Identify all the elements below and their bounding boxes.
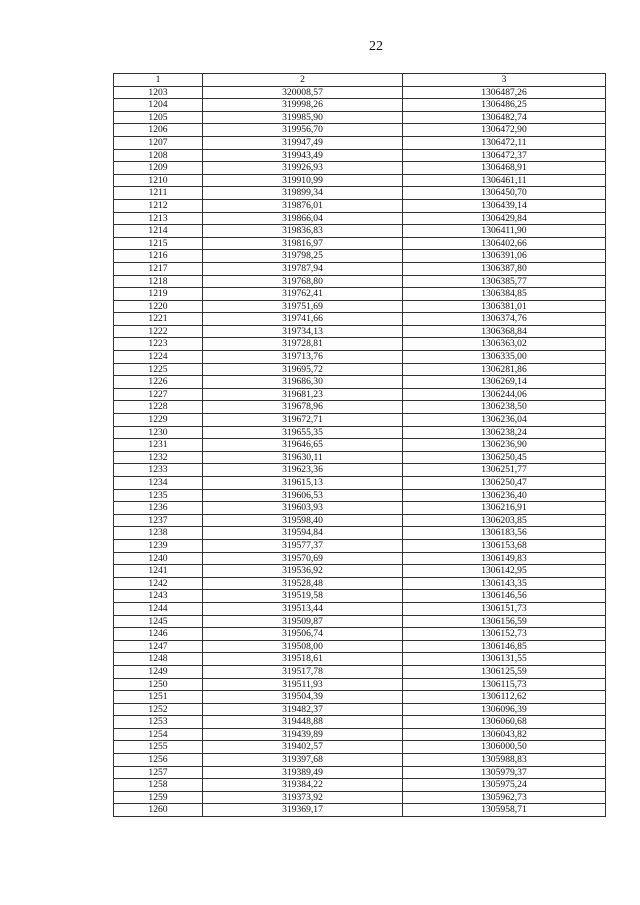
x-coordinate-cell: 319768,80 — [203, 275, 403, 288]
y-coordinate-cell: 1306216,91 — [403, 502, 606, 515]
x-coordinate-cell: 319389,49 — [203, 766, 403, 779]
point-number-cell: 1231 — [114, 439, 203, 452]
table-row — [114, 527, 606, 540]
header-row — [114, 74, 606, 87]
point-number-cell: 1209 — [114, 162, 203, 175]
point-number-cell: 1212 — [114, 199, 203, 212]
y-coordinate-cell: 1306060,68 — [403, 716, 606, 729]
y-coordinate-cell: 1306146,56 — [403, 590, 606, 603]
point-number-cell: 1222 — [114, 325, 203, 338]
table-row — [114, 577, 606, 590]
point-number-cell: 1250 — [114, 678, 203, 691]
x-coordinate-cell: 319741,66 — [203, 313, 403, 326]
table-row — [114, 489, 606, 502]
x-coordinate-cell: 319655,35 — [203, 426, 403, 439]
x-coordinate-cell: 319528,48 — [203, 577, 403, 590]
y-coordinate-cell: 1306112,62 — [403, 691, 606, 704]
table-row — [114, 477, 606, 490]
table-row — [114, 262, 606, 275]
x-coordinate-cell: 319482,37 — [203, 703, 403, 716]
point-number-cell: 1218 — [114, 275, 203, 288]
point-number-cell: 1251 — [114, 691, 203, 704]
point-number-cell: 1242 — [114, 577, 203, 590]
point-number-cell: 1257 — [114, 766, 203, 779]
y-coordinate-cell: 1306472,11 — [403, 136, 606, 149]
x-coordinate-cell: 319836,83 — [203, 225, 403, 238]
y-coordinate-cell: 1306374,76 — [403, 313, 606, 326]
y-coordinate-cell: 1306236,40 — [403, 489, 606, 502]
x-coordinate-cell: 319536,92 — [203, 565, 403, 578]
y-coordinate-cell: 1306236,90 — [403, 439, 606, 452]
table-row — [114, 376, 606, 389]
x-coordinate-cell: 319798,25 — [203, 250, 403, 263]
y-coordinate-cell: 1306146,85 — [403, 640, 606, 653]
y-coordinate-cell: 1306152,73 — [403, 628, 606, 641]
x-coordinate-cell: 319943,49 — [203, 149, 403, 162]
x-coordinate-cell: 319615,13 — [203, 477, 403, 490]
y-coordinate-cell: 1306385,77 — [403, 275, 606, 288]
x-coordinate-cell: 319448,88 — [203, 716, 403, 729]
point-number-cell: 1211 — [114, 187, 203, 200]
y-coordinate-cell: 1306238,24 — [403, 426, 606, 439]
point-number-cell: 1240 — [114, 552, 203, 565]
table-row — [114, 86, 606, 99]
y-coordinate-cell: 1306472,37 — [403, 149, 606, 162]
table-row — [114, 313, 606, 326]
x-coordinate-cell: 319630,11 — [203, 451, 403, 464]
table-row — [114, 388, 606, 401]
table-row — [114, 338, 606, 351]
x-coordinate-cell: 319816,97 — [203, 237, 403, 250]
y-coordinate-cell: 1306402,66 — [403, 237, 606, 250]
point-number-cell: 1243 — [114, 590, 203, 603]
table-row — [114, 678, 606, 691]
y-coordinate-cell: 1306251,77 — [403, 464, 606, 477]
x-coordinate-cell: 319508,00 — [203, 640, 403, 653]
x-coordinate-cell: 319787,94 — [203, 262, 403, 275]
point-number-cell: 1224 — [114, 351, 203, 364]
x-coordinate-cell: 319947,49 — [203, 136, 403, 149]
x-coordinate-cell: 319594,84 — [203, 527, 403, 540]
x-coordinate-cell: 319511,93 — [203, 678, 403, 691]
point-number-cell: 1215 — [114, 237, 203, 250]
point-number-cell: 1208 — [114, 149, 203, 162]
table-row — [114, 149, 606, 162]
y-coordinate-cell: 1306468,91 — [403, 162, 606, 175]
point-number-cell: 1259 — [114, 791, 203, 804]
table-row — [114, 665, 606, 678]
point-number-cell: 1246 — [114, 628, 203, 641]
point-number-cell: 1247 — [114, 640, 203, 653]
table-row — [114, 565, 606, 578]
point-number-cell: 1228 — [114, 401, 203, 414]
table-row — [114, 439, 606, 452]
table-row — [114, 640, 606, 653]
table-row — [114, 728, 606, 741]
table-row — [114, 451, 606, 464]
table-row — [114, 615, 606, 628]
table-row — [114, 502, 606, 515]
x-coordinate-cell: 319402,57 — [203, 741, 403, 754]
table-row — [114, 401, 606, 414]
x-coordinate-cell: 319519,58 — [203, 590, 403, 603]
x-coordinate-cell: 319598,40 — [203, 514, 403, 527]
point-number-cell: 1229 — [114, 414, 203, 427]
y-coordinate-cell: 1306183,56 — [403, 527, 606, 540]
y-coordinate-cell: 1306151,73 — [403, 602, 606, 615]
table-row — [114, 111, 606, 124]
table-row — [114, 237, 606, 250]
column-header-1: 1 — [114, 74, 203, 87]
point-number-cell: 1239 — [114, 539, 203, 552]
table-row — [114, 716, 606, 729]
x-coordinate-cell: 319876,01 — [203, 199, 403, 212]
x-coordinate-cell: 319577,37 — [203, 539, 403, 552]
x-coordinate-cell: 319504,39 — [203, 691, 403, 704]
x-coordinate-cell: 319373,92 — [203, 791, 403, 804]
x-coordinate-cell: 319384,22 — [203, 779, 403, 792]
point-number-cell: 1258 — [114, 779, 203, 792]
x-coordinate-cell: 319926,93 — [203, 162, 403, 175]
point-number-cell: 1244 — [114, 602, 203, 615]
y-coordinate-cell: 1306439,14 — [403, 199, 606, 212]
table-row — [114, 136, 606, 149]
point-number-cell: 1236 — [114, 502, 203, 515]
point-number-cell: 1234 — [114, 477, 203, 490]
table-row — [114, 325, 606, 338]
x-coordinate-cell: 319397,68 — [203, 754, 403, 767]
point-number-cell: 1204 — [114, 99, 203, 112]
point-number-cell: 1219 — [114, 288, 203, 301]
x-coordinate-cell: 319369,17 — [203, 804, 403, 817]
table-row — [114, 741, 606, 754]
x-coordinate-cell: 319517,78 — [203, 665, 403, 678]
x-coordinate-cell: 319910,99 — [203, 174, 403, 187]
point-number-cell: 1254 — [114, 728, 203, 741]
table-row — [114, 212, 606, 225]
x-coordinate-cell: 319695,72 — [203, 363, 403, 376]
y-coordinate-cell: 1306482,74 — [403, 111, 606, 124]
column-header-2: 2 — [203, 74, 403, 87]
point-number-cell: 1255 — [114, 741, 203, 754]
table-row — [114, 225, 606, 238]
y-coordinate-cell: 1306096,39 — [403, 703, 606, 716]
point-number-cell: 1245 — [114, 615, 203, 628]
table-row — [114, 124, 606, 137]
page-number: 22 — [369, 39, 383, 54]
x-coordinate-cell: 319899,34 — [203, 187, 403, 200]
table-row — [114, 351, 606, 364]
table-row — [114, 464, 606, 477]
y-coordinate-cell: 1306236,04 — [403, 414, 606, 427]
y-coordinate-cell: 1306411,90 — [403, 225, 606, 238]
table-header — [114, 74, 606, 87]
table-row — [114, 275, 606, 288]
x-coordinate-cell: 319998,26 — [203, 99, 403, 112]
y-coordinate-cell: 1305988,83 — [403, 754, 606, 767]
table-row — [114, 791, 606, 804]
x-coordinate-cell: 320008,57 — [203, 86, 403, 99]
y-coordinate-cell: 1306143,35 — [403, 577, 606, 590]
table-row — [114, 539, 606, 552]
x-coordinate-cell: 319509,87 — [203, 615, 403, 628]
point-number-cell: 1237 — [114, 514, 203, 527]
x-coordinate-cell: 319985,90 — [203, 111, 403, 124]
x-coordinate-cell: 319606,53 — [203, 489, 403, 502]
x-coordinate-cell: 319681,23 — [203, 388, 403, 401]
point-number-cell: 1256 — [114, 754, 203, 767]
x-coordinate-cell: 319762,41 — [203, 288, 403, 301]
table-row — [114, 363, 606, 376]
point-number-cell: 1207 — [114, 136, 203, 149]
table-row — [114, 691, 606, 704]
table-row — [114, 162, 606, 175]
point-number-cell: 1226 — [114, 376, 203, 389]
point-number-cell: 1235 — [114, 489, 203, 502]
table-row — [114, 703, 606, 716]
point-number-cell: 1217 — [114, 262, 203, 275]
x-coordinate-cell: 319713,76 — [203, 351, 403, 364]
point-number-cell: 1223 — [114, 338, 203, 351]
table-row — [114, 199, 606, 212]
y-coordinate-cell: 1306131,55 — [403, 653, 606, 666]
y-coordinate-cell: 1306244,06 — [403, 388, 606, 401]
y-coordinate-cell: 1306125,59 — [403, 665, 606, 678]
x-coordinate-cell: 319513,44 — [203, 602, 403, 615]
table-row — [114, 779, 606, 792]
x-coordinate-cell: 319672,71 — [203, 414, 403, 427]
point-number-cell: 1220 — [114, 300, 203, 313]
x-coordinate-cell: 319439,89 — [203, 728, 403, 741]
y-coordinate-cell: 1306238,50 — [403, 401, 606, 414]
y-coordinate-cell: 1305979,37 — [403, 766, 606, 779]
y-coordinate-cell: 1306381,01 — [403, 300, 606, 313]
point-number-cell: 1205 — [114, 111, 203, 124]
point-number-cell: 1238 — [114, 527, 203, 540]
table-row — [114, 414, 606, 427]
table-row — [114, 187, 606, 200]
table-row — [114, 628, 606, 641]
y-coordinate-cell: 1306387,80 — [403, 262, 606, 275]
y-coordinate-cell: 1306269,14 — [403, 376, 606, 389]
point-number-cell: 1230 — [114, 426, 203, 439]
table-row — [114, 552, 606, 565]
table-body — [114, 86, 606, 816]
y-coordinate-cell: 1306461,11 — [403, 174, 606, 187]
y-coordinate-cell: 1306335,00 — [403, 351, 606, 364]
point-number-cell: 1214 — [114, 225, 203, 238]
table-row — [114, 766, 606, 779]
y-coordinate-cell: 1305958,71 — [403, 804, 606, 817]
y-coordinate-cell: 1306486,25 — [403, 99, 606, 112]
point-number-cell: 1210 — [114, 174, 203, 187]
point-number-cell: 1203 — [114, 86, 203, 99]
x-coordinate-cell: 319956,70 — [203, 124, 403, 137]
y-coordinate-cell: 1306368,84 — [403, 325, 606, 338]
table-row — [114, 804, 606, 817]
y-coordinate-cell: 1306149,83 — [403, 552, 606, 565]
x-coordinate-cell: 319686,30 — [203, 376, 403, 389]
point-number-cell: 1213 — [114, 212, 203, 225]
x-coordinate-cell: 319734,13 — [203, 325, 403, 338]
y-coordinate-cell: 1305962,73 — [403, 791, 606, 804]
table-row — [114, 174, 606, 187]
x-coordinate-cell: 319570,69 — [203, 552, 403, 565]
table-row — [114, 250, 606, 263]
y-coordinate-cell: 1306142,95 — [403, 565, 606, 578]
point-number-cell: 1232 — [114, 451, 203, 464]
y-coordinate-cell: 1306450,70 — [403, 187, 606, 200]
y-coordinate-cell: 1306472,90 — [403, 124, 606, 137]
y-coordinate-cell: 1306384,85 — [403, 288, 606, 301]
point-number-cell: 1221 — [114, 313, 203, 326]
point-number-cell: 1227 — [114, 388, 203, 401]
x-coordinate-cell: 319866,04 — [203, 212, 403, 225]
table-row — [114, 754, 606, 767]
y-coordinate-cell: 1306153,68 — [403, 539, 606, 552]
y-coordinate-cell: 1305975,24 — [403, 779, 606, 792]
y-coordinate-cell: 1306281,86 — [403, 363, 606, 376]
point-number-cell: 1225 — [114, 363, 203, 376]
y-coordinate-cell: 1306487,26 — [403, 86, 606, 99]
coordinates-table — [113, 73, 606, 817]
y-coordinate-cell: 1306429,84 — [403, 212, 606, 225]
point-number-cell: 1253 — [114, 716, 203, 729]
table-row — [114, 300, 606, 313]
table-row — [114, 426, 606, 439]
y-coordinate-cell: 1306203,85 — [403, 514, 606, 527]
x-coordinate-cell: 319623,36 — [203, 464, 403, 477]
point-number-cell: 1252 — [114, 703, 203, 716]
y-coordinate-cell: 1306115,73 — [403, 678, 606, 691]
table-row — [114, 514, 606, 527]
y-coordinate-cell: 1306363,02 — [403, 338, 606, 351]
y-coordinate-cell: 1306000,50 — [403, 741, 606, 754]
x-coordinate-cell: 319506,74 — [203, 628, 403, 641]
x-coordinate-cell: 319728,81 — [203, 338, 403, 351]
y-coordinate-cell: 1306250,45 — [403, 451, 606, 464]
table-row — [114, 590, 606, 603]
x-coordinate-cell: 319603,93 — [203, 502, 403, 515]
y-coordinate-cell: 1306043,82 — [403, 728, 606, 741]
y-coordinate-cell: 1306391,06 — [403, 250, 606, 263]
column-header-3: 3 — [403, 74, 606, 87]
table-row — [114, 99, 606, 112]
x-coordinate-cell: 319678,96 — [203, 401, 403, 414]
point-number-cell: 1233 — [114, 464, 203, 477]
table-row — [114, 602, 606, 615]
x-coordinate-cell: 319518,61 — [203, 653, 403, 666]
point-number-cell: 1260 — [114, 804, 203, 817]
table-row — [114, 288, 606, 301]
y-coordinate-cell: 1306250,47 — [403, 477, 606, 490]
table-row — [114, 653, 606, 666]
x-coordinate-cell: 319646,65 — [203, 439, 403, 452]
point-number-cell: 1249 — [114, 665, 203, 678]
point-number-cell: 1241 — [114, 565, 203, 578]
x-coordinate-cell: 319751,69 — [203, 300, 403, 313]
point-number-cell: 1206 — [114, 124, 203, 137]
point-number-cell: 1216 — [114, 250, 203, 263]
y-coordinate-cell: 1306156,59 — [403, 615, 606, 628]
point-number-cell: 1248 — [114, 653, 203, 666]
